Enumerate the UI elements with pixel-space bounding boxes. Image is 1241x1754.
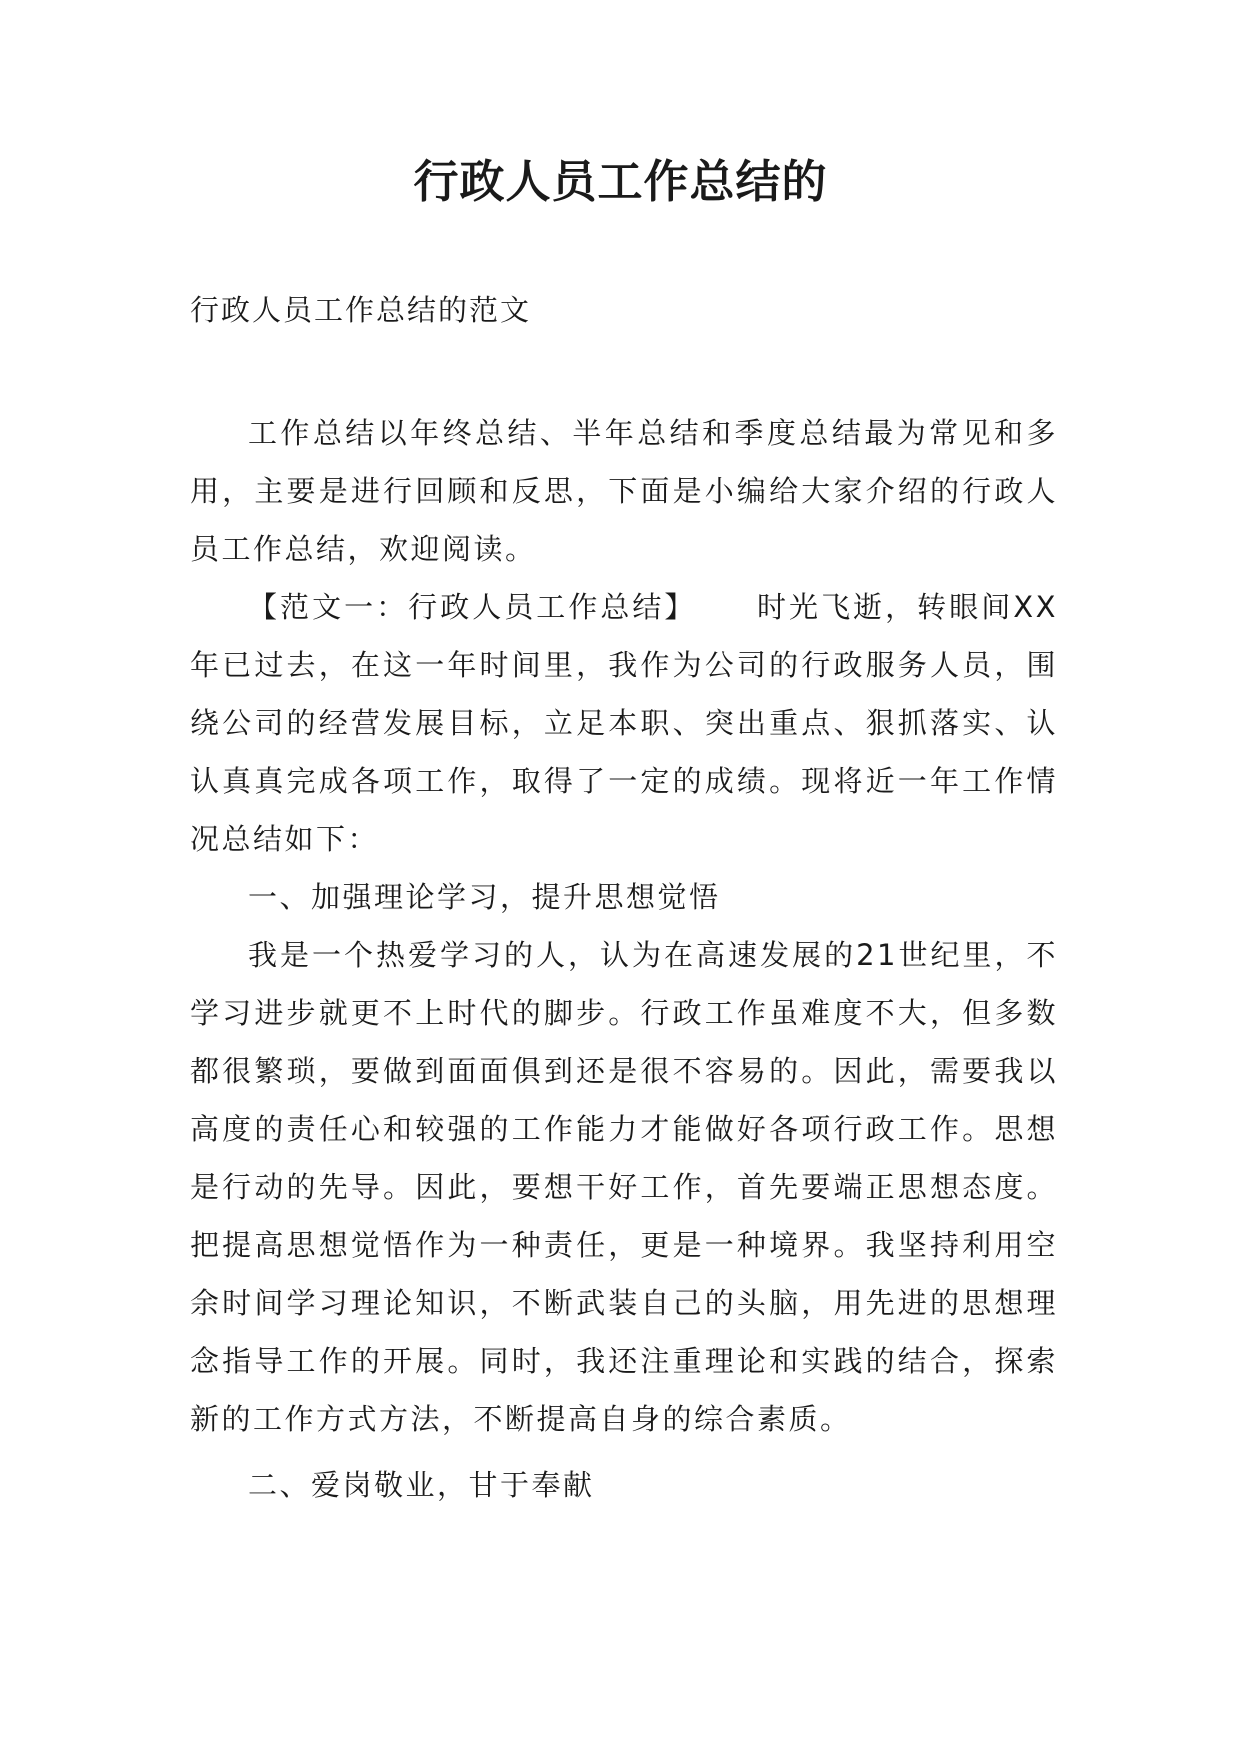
section-heading-one: 一、加强理论学习，提升思想觉悟 bbox=[248, 880, 721, 914]
document-subtitle: 行政人员工作总结的范文 bbox=[190, 293, 532, 327]
sample-one-text: 时光飞逝，转眼间XX年已过去，在这一年时间里，我作为公司的行政服务人员，围绕公司的经营发展目标，立足本职、突出重点、狠抓落实、认认真真完成各项工作，取得了一定的成绩。现将近一年工作情况总结如下： bbox=[190, 590, 1058, 856]
document-title: 行政人员工作总结的 bbox=[413, 155, 828, 208]
sample-one-heading: 【范文一：行政人员工作总结】 bbox=[248, 590, 697, 624]
document-body bbox=[190, 404, 1058, 1514]
section-one-paragraph: 我是一个热爱学习的人，认为在高速发展的21世纪里，不学习进步就更不上时代的脚步。行政工作虽难度不大，但多数都很繁琐，要做到面面俱到还是很不容易的。因此，需要我以高度的责任心和较强的工作能力才能做好各项行政工作。思想是行动的先导。因此，要想干好工作，首先要端正思想态度。把提高思想觉悟作为一种责任，更是一种境界。我坚持利用空余时间学习理论知识，不断武装自己的头脑，用先进的思想理念指导工作的开展。同时，我还注重理论和实践的结合，探索新的工作方式方法，不断提高自身的综合素质。 bbox=[190, 938, 1058, 1436]
sample-one-paragraph bbox=[190, 578, 1058, 868]
section-heading-two: 二、爱岗敬业，甘于奉献 bbox=[248, 1468, 595, 1502]
intro-paragraph: 工作总结以年终总结、半年总结和季度总结最为常见和多用，主要是进行回顾和反思，下面是小编给大家介绍的行政人员工作总结，欢迎阅读。 bbox=[190, 416, 1058, 566]
